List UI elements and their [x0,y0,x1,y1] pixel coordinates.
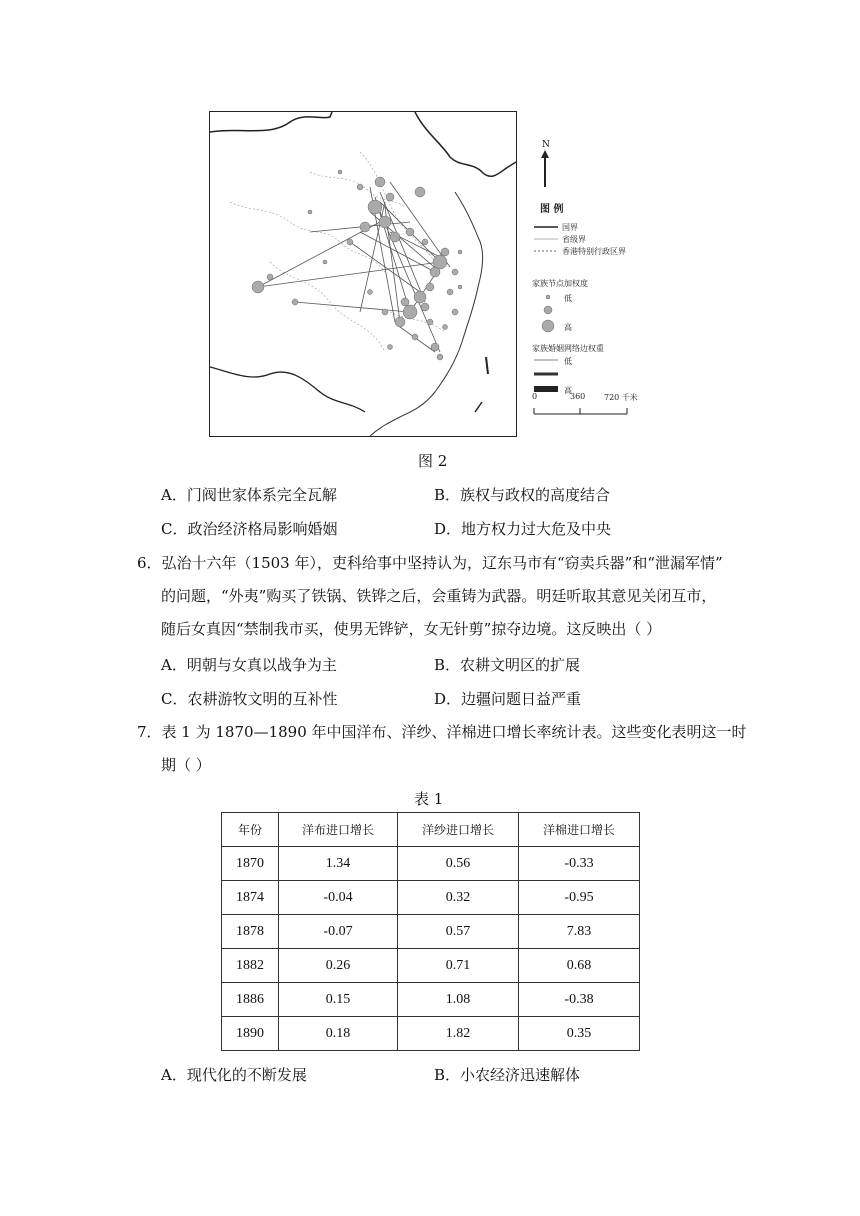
china-family-network-map [210,112,516,436]
figure-caption: 图 2 [418,452,448,470]
network-nodes [252,170,462,360]
north-arrow-icon [540,150,550,188]
cell-cotton: 7.83 [519,915,640,949]
table-row [222,847,640,881]
cell-cotton: -0.33 [519,847,640,881]
cell-cloth: 1.34 [279,847,398,881]
header-yarn: 洋纱进口增长 [398,813,519,847]
legend-border-1: 国界 [562,223,578,232]
table-row [222,949,640,983]
map-legend [532,140,642,440]
q6-line-3: 随后女真因“禁制我市买，使男无铧铲，女无针剪”掠夺边境。这反映出（ ） [161,620,662,638]
cell-cloth: 0.18 [279,1017,398,1051]
cell-yarn: 1.08 [398,983,519,1017]
q5-option-d[interactable]: D．地方权力过大危及中央 [434,520,612,538]
cell-yarn: 0.71 [398,949,519,983]
cell-yarn: 0.56 [398,847,519,881]
cell-year: 1886 [222,983,279,1017]
cell-year: 1882 [222,949,279,983]
cell-yarn: 0.32 [398,881,519,915]
map-figure [209,111,517,437]
cell-year: 1878 [222,915,279,949]
q7-line-2: 期（ ） [161,756,211,774]
cell-cotton: -0.95 [519,881,640,915]
cell-year: 1870 [222,847,279,881]
q7-option-a[interactable]: A．现代化的不断发展 [161,1066,307,1084]
cell-cloth: 0.15 [279,983,398,1017]
legend-border-3: 香港特别行政区界 [562,247,626,256]
cell-cloth: 0.26 [279,949,398,983]
scale-0: 0 [532,392,538,401]
table-row [222,1017,640,1051]
cell-cloth: -0.04 [279,881,398,915]
q5-option-c[interactable]: C．政治经济格局影响婚姻 [161,520,338,538]
header-cotton: 洋棉进口增长 [519,813,640,847]
q7-line-1: 7．表 1 为 1870—1890 年中国洋布、洋纱、洋棉进口增长率统计表。这些变化表明这一时 [137,723,747,741]
border-line-samples [532,222,560,262]
legend-node-high: 高 [564,323,572,332]
q6-option-d[interactable]: D．边疆问题日益严重 [434,690,582,708]
cell-cotton: 0.68 [519,949,640,983]
table-header-row [222,813,640,847]
cell-cotton: -0.38 [519,983,640,1017]
q5-option-a[interactable]: A．门阀世家体系完全瓦解 [161,486,337,504]
scale-720: 720 千米 [604,393,638,402]
scale-360: 360 [570,392,586,401]
q6-option-c[interactable]: C．农耕游牧文明的互补性 [161,690,338,708]
table-row [222,983,640,1017]
table-row [222,915,640,949]
cell-yarn: 0.57 [398,915,519,949]
cell-yarn: 1.82 [398,1017,519,1051]
legend-edge-title: 家族婚姻网络边权重 [532,344,604,353]
network-edges [258,182,450,352]
header-cloth: 洋布进口增长 [279,813,398,847]
cell-cloth: -0.07 [279,915,398,949]
legend-node-title: 家族节点加权度 [532,279,588,288]
legend-title: 图 例 [540,204,564,215]
cell-cotton: 0.35 [519,1017,640,1051]
legend-node-low: 低 [564,294,572,303]
legend-border-2: 省级界 [562,235,586,244]
node-size-samples [536,290,560,334]
table-title: 表 1 [414,790,444,808]
import-growth-table [221,812,640,1051]
q6-option-b[interactable]: B．农耕文明区的扩展 [434,656,581,674]
cell-year: 1874 [222,881,279,915]
legend-edge-low: 低 [564,357,572,366]
legend-edge-high: 高 [564,386,572,395]
q6-line-1: 6．弘治十六年（1503 年），吏科给事中坚持认为，辽东马市有“窃卖兵器”和“泄漏军情” [137,554,723,572]
q5-option-b[interactable]: B．族权与政权的高度结合 [434,486,611,504]
north-label: N [542,140,550,150]
cell-year: 1890 [222,1017,279,1051]
table-row [222,881,640,915]
q6-option-a[interactable]: A．明朝与女真以战争为主 [161,656,337,674]
header-year: 年份 [222,813,279,847]
q7-option-b[interactable]: B．小农经济迅速解体 [434,1066,581,1084]
scale-bar [532,404,632,416]
q6-line-2: 的问题，“外夷”购买了铁锅、铁铧之后，会重铸为武器。明廷听取其意见关闭互市， [161,587,717,605]
